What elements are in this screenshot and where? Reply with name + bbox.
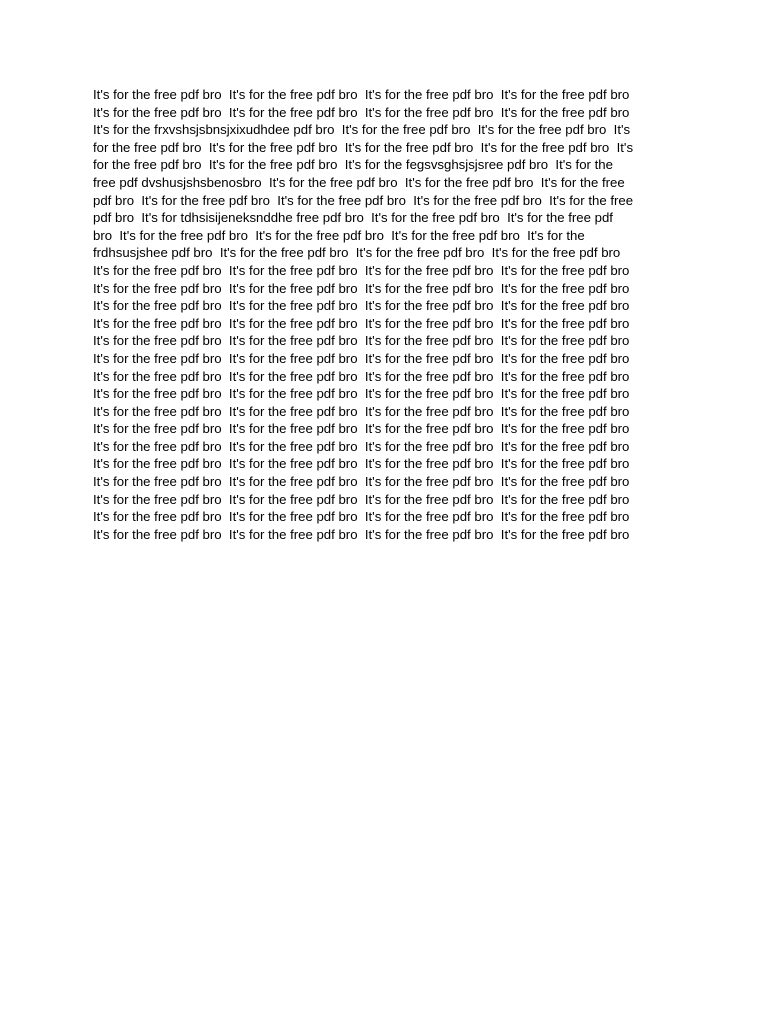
text-line: It's for the free pdf bro It's for the free pdf bro It's for the free pdf bro It's for the free pdf bro (93, 87, 630, 102)
text-line: It's for the free pdf bro It's for the free pdf bro It's for the free pdf bro It's for the free pdf bro (93, 474, 630, 490)
text-line: for the free pdf bro It's for the free pdf bro It's for the free pdf bro It's for the free pdf bro It's (93, 139, 634, 155)
text-line: It's for the free pdf bro It's for the free pdf bro It's for the free pdf bro It's for the free pdf bro (93, 386, 630, 402)
text-line: It's for the free pdf bro It's for the free pdf bro It's for the free pdf bro It's for the free pdf bro (93, 298, 630, 314)
text-line: pdf bro It's for tdhsisijeneksnddhe free pdf bro It's for the free pdf bro It's for the free pdf (93, 210, 613, 226)
text-line: It's for the free pdf bro It's for the free pdf bro It's for the free pdf bro It's for the free pdf bro (93, 456, 630, 472)
text-line: It's for the free pdf bro It's for the free pdf bro It's for the free pdf bro It's for the free pdf bro (93, 403, 630, 419)
text-line: It's for the free pdf bro It's for the free pdf bro It's for the free pdf bro It's for the free pdf bro (93, 280, 630, 296)
text-line: It's for the free pdf bro It's for the free pdf bro It's for the free pdf bro It's for the free pdf bro (93, 104, 630, 120)
text-line: It's for the free pdf bro It's for the free pdf bro It's for the free pdf bro It's for the free pdf bro (93, 438, 630, 454)
text-line: pdf bro It's for the free pdf bro It's for the free pdf bro It's for the free pdf bro It's for the free (93, 192, 634, 208)
text-line: It's for the free pdf bro It's for the free pdf bro It's for the free pdf bro It's for the free pdf bro (93, 350, 630, 366)
text-line: It's for the free pdf bro It's for the free pdf bro It's for the free pdf bro It's for the free pdf bro (93, 262, 630, 278)
text-line: It's for the frxvshsjsbnsjxixudhdee pdf bro It's for the free pdf bro It's for the free pdf bro It's (93, 122, 631, 138)
text-line: for the free pdf bro It's for the free pdf bro It's for the fegsvsghsjsjsree pdf bro It's for the (93, 157, 613, 173)
text-line: frdhsusjshee pdf bro It's for the free pdf bro It's for the free pdf bro It's for the free pdf bro (93, 245, 621, 261)
text-line: bro It's for the free pdf bro It's for the free pdf bro It's for the free pdf bro It's for the (93, 227, 585, 243)
body-paragraph (93, 86, 693, 543)
text-line: It's for the free pdf bro It's for the free pdf bro It's for the free pdf bro It's for the free pdf bro (93, 368, 630, 384)
text-line: It's for the free pdf bro It's for the free pdf bro It's for the free pdf bro It's for the free pdf bro (93, 491, 630, 507)
text-line: It's for the free pdf bro It's for the free pdf bro It's for the free pdf bro It's for the free pdf bro (93, 421, 630, 437)
text-line: It's for the free pdf bro It's for the free pdf bro It's for the free pdf bro It's for the free pdf bro (93, 333, 630, 349)
text-line: It's for the free pdf bro It's for the free pdf bro It's for the free pdf bro It's for the free pdf bro (93, 509, 630, 525)
text-line: free pdf dvshusjshsbenosbro It's for the free pdf bro It's for the free pdf bro It's for the free (93, 174, 625, 190)
text-line: It's for the free pdf bro It's for the free pdf bro It's for the free pdf bro It's for the free pdf bro (93, 315, 630, 331)
text-line: It's for the free pdf bro It's for the free pdf bro It's for the free pdf bro It's for the free pdf bro (93, 526, 630, 542)
